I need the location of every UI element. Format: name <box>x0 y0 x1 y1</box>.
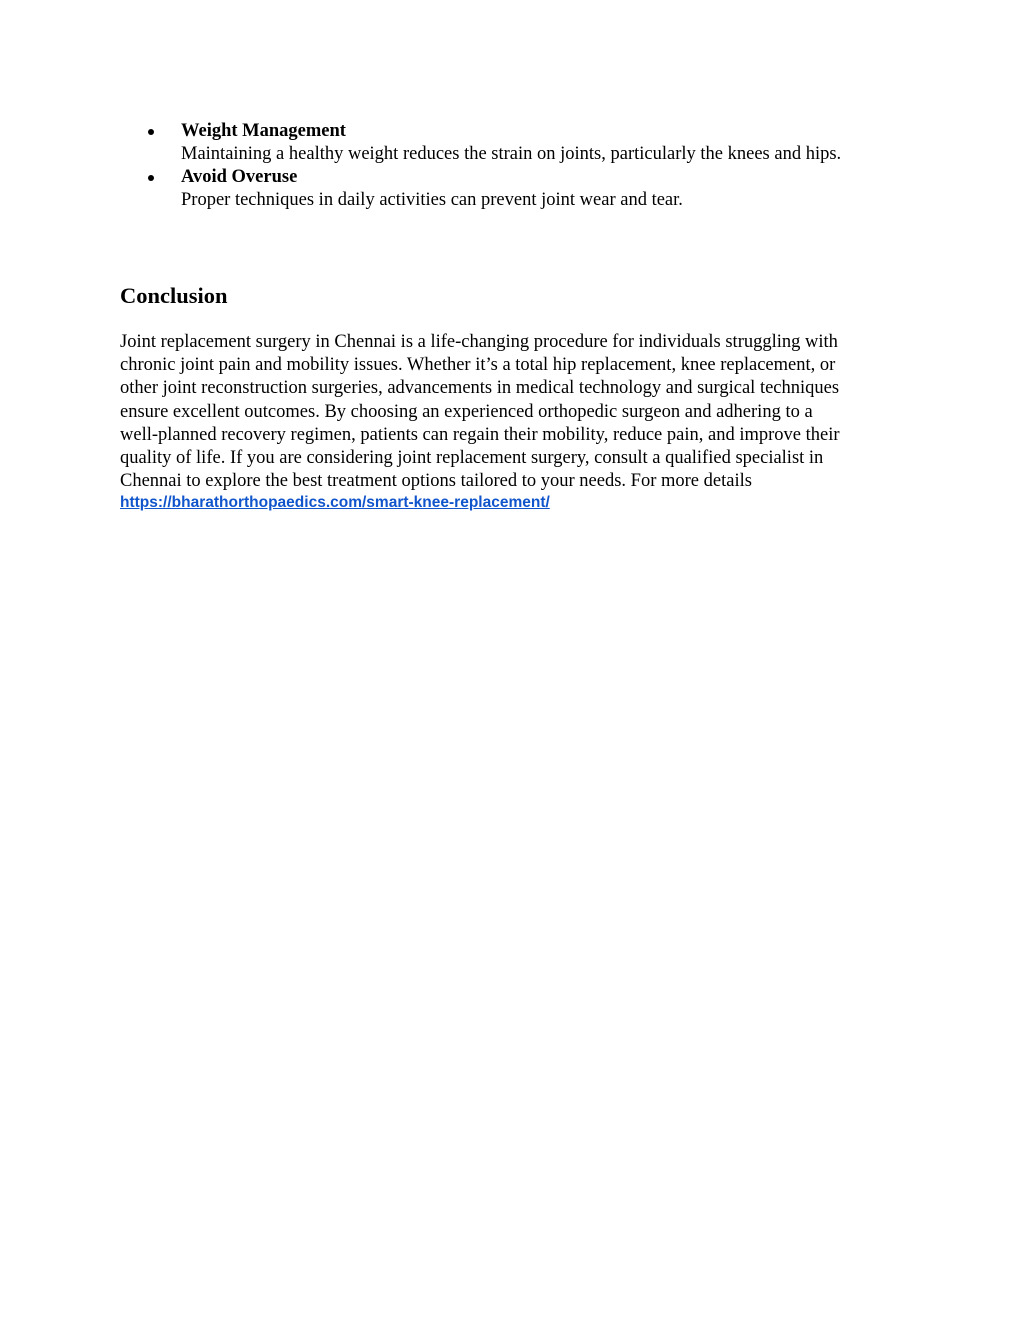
bullet-title: Avoid Overuse <box>181 167 298 187</box>
conclusion-paragraph <box>120 331 920 512</box>
list-item <box>0 120 1024 166</box>
bullet-description: Maintaining a healthy weight reduces the strain on joints, particularly the knees and hips. <box>181 144 842 164</box>
paragraph-line: chronic joint pain and mobility issues. Whether it’s a total hip replacement, knee replacement, or <box>120 355 836 376</box>
bullet-icon <box>148 175 154 181</box>
conclusion-heading: Conclusion <box>120 283 228 308</box>
bullet-title: Weight Management <box>181 121 346 141</box>
paragraph-line: ensure excellent outcomes. By choosing an experienced orthopedic surgeon and adhering to a <box>120 401 813 422</box>
paragraph-line: quality of life. If you are considering joint replacement surgery, consult a qualified specialist in <box>120 448 824 469</box>
bullet-description: Proper techniques in daily activities can prevent joint wear and tear. <box>181 190 683 210</box>
paragraph-line: Chennai to explore the best treatment options tailored to your needs. For more details <box>120 471 752 492</box>
list-item <box>0 166 1024 212</box>
more-details-link[interactable]: https://bharathorthopaedics.com/smart-knee-replacement/ <box>120 494 550 512</box>
paragraph-line: Joint replacement surgery in Chennai is a life-changing procedure for individuals struggling with <box>120 332 838 352</box>
paragraph-line: well-planned recovery regimen, patients can regain their mobility, reduce pain, and improve their <box>120 424 840 445</box>
tips-list <box>0 120 1024 212</box>
paragraph-line: other joint reconstruction surgeries, advancements in medical technology and surgical techniques <box>120 378 840 399</box>
bullet-icon <box>148 129 154 135</box>
